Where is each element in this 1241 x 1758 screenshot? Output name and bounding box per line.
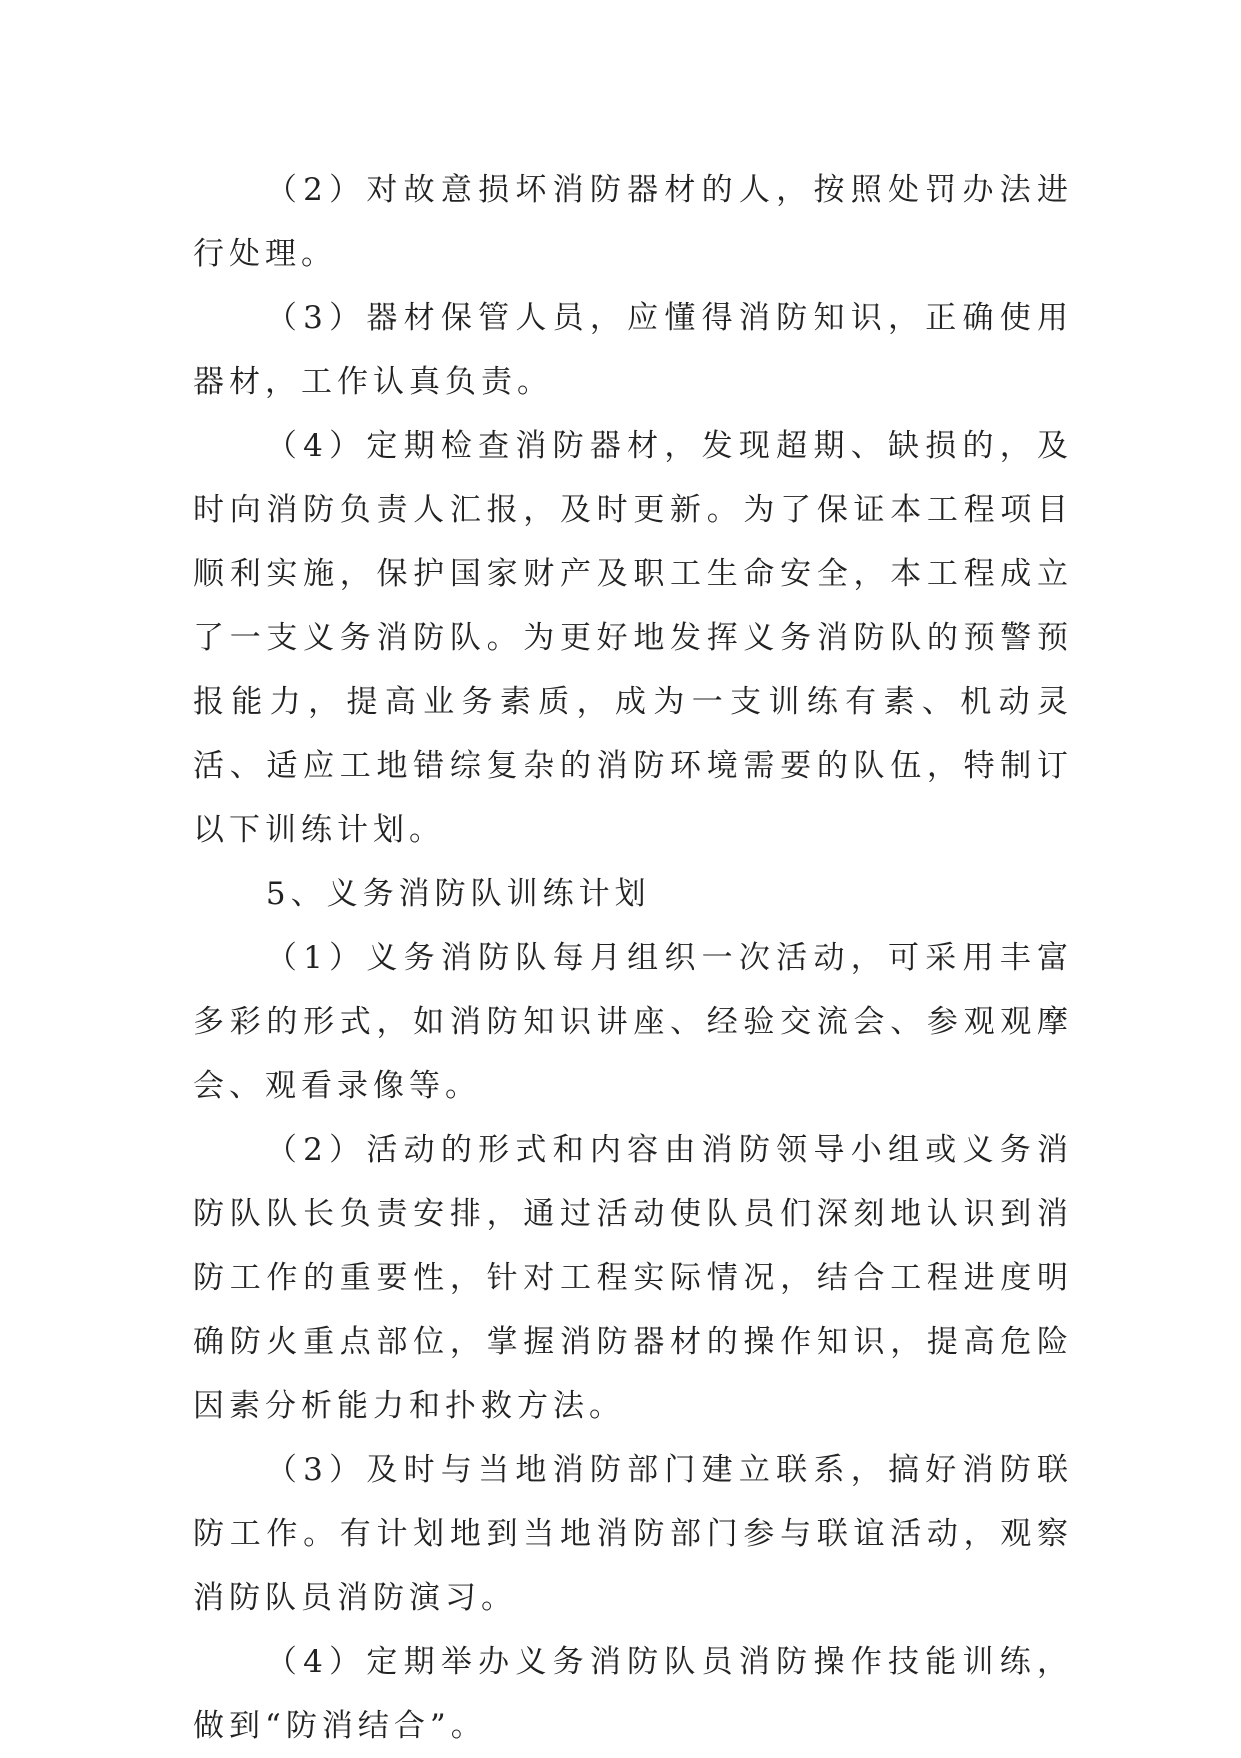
paragraph-training-1: （1）义务消防队每月组织一次活动，可采用丰富多彩的形式，如消防知识讲座、经验交流会、参观观摩会、观看录像等。	[193, 940, 1073, 1104]
document-body	[193, 158, 1073, 1758]
section-heading-training-plan: 5、义务消防队训练计划	[265, 876, 651, 912]
paragraph-item-2-penalty: （2）对故意损坏消防器材的人，按照处罚办法进行处理。	[193, 172, 1073, 272]
paragraph-item-4-inspection: （4）定期检查消防器材，发现超期、缺损的，及时向消防负责人汇报，及时更新。为了保证本工程项目顺利实施，保护国家财产及职工生命安全，本工程成立了一支义务消防队。为更好地发挥义务消防队的预警预报能力，提高业务素质，成为一支训练有素、机动灵活、适应工地错综复杂的消防环境需要的队伍，特制订以下训练计划。	[193, 428, 1073, 848]
paragraph-training-2: （2）活动的形式和内容由消防领导小组或义务消防队队长负责安排，通过活动使队员们深刻地认识到消防工作的重要性，针对工程实际情况，结合工程进度明确防火重点部位，掌握消防器材的操作知识，提高危险因素分析能力和扑救方法。	[193, 1132, 1073, 1424]
paragraph-training-4: （4）定期举办义务消防队员消防操作技能训练，做到“防消结合”。	[193, 1644, 1073, 1744]
paragraph-item-3-custodian: （3）器材保管人员，应懂得消防知识，正确使用器材，工作认真负责。	[193, 300, 1073, 400]
paragraph-training-3: （3）及时与当地消防部门建立联系，搞好消防联防工作。有计划地到当地消防部门参与联谊活动，观察消防队员消防演习。	[193, 1452, 1073, 1616]
